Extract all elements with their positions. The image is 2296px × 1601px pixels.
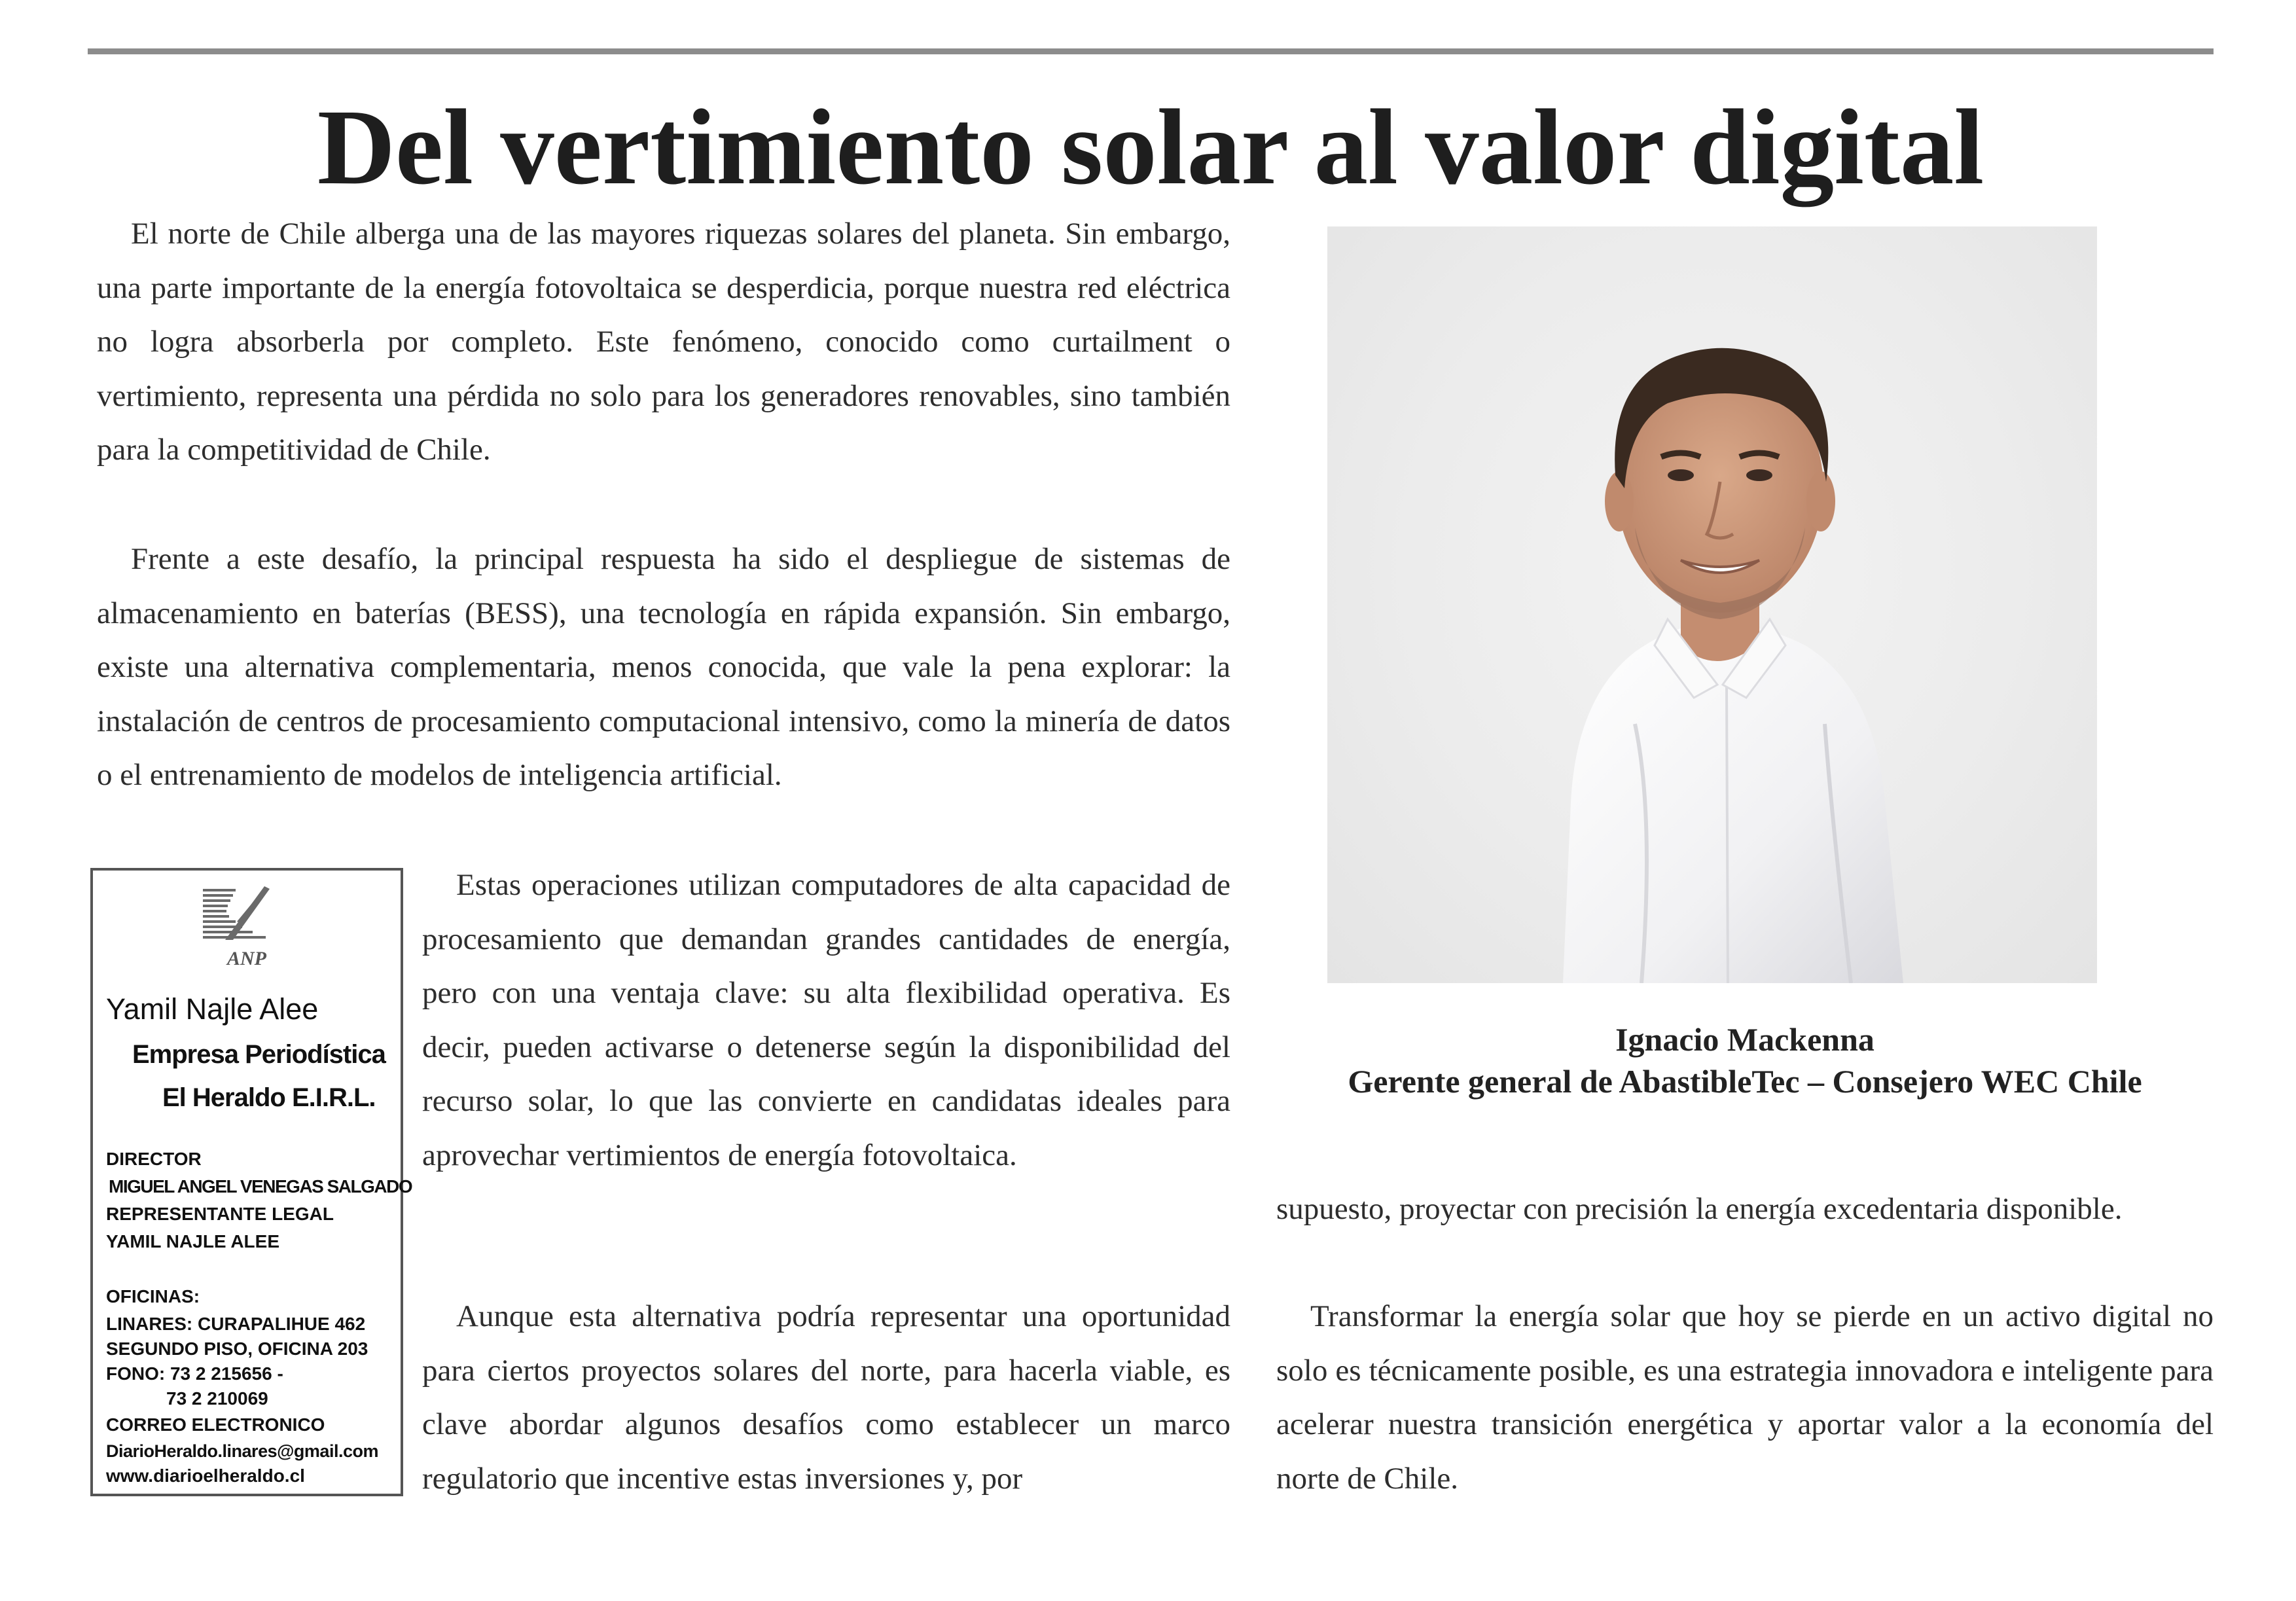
article-paragraph-2: Frente a este desafío, la principal respuesta ha sido el despliegue de sistemas de almacenamiento en baterías (BESS), una tecnología en rápida expansión. Sin embargo, existe una alternativa complementaria, menos conocida, que vale la pena explorar: la instalación de centros de procesamiento computacional intensivo, como la minería de datos o el entrenamiento de modelos de inteligencia artificial. <box>97 542 1230 792</box>
article-paragraph-4: Aunque esta alternativa podría representar una oportunidad para ciertos proyectos solares del norte, para hacerla viable, es clave abordar algunos desafíos como establecer un marco regulatorio que incentive estas inversiones y, por <box>422 1299 1230 1496</box>
photo-caption-role: Gerente general de AbastibleTec – Consejero WEC Chile <box>1348 1063 2142 1100</box>
anp-logo-text: ANP <box>227 948 266 969</box>
director-name: MIGUEL ANGEL VENEGAS SALGADO <box>109 1176 412 1196</box>
office-address-line2: SEGUNDO PISO, OFICINA 203 <box>106 1339 368 1359</box>
masthead-company-line2: El Heraldo E.I.R.L. <box>162 1083 376 1112</box>
phone-line1: FONO: 73 2 215656 - <box>106 1363 283 1384</box>
masthead-owner: Yamil Najle Alee <box>106 992 319 1026</box>
photo-caption-name: Ignacio Mackenna <box>1615 1021 1874 1058</box>
headline: Del vertimiento solar al valor digital <box>317 87 1984 207</box>
author-portrait-illustration <box>1327 226 2097 983</box>
author-photo <box>1327 226 2097 983</box>
office-address-line1: LINARES: CURAPALIHUE 462 <box>106 1314 366 1334</box>
phone-line2: 73 2 210069 <box>166 1388 268 1409</box>
email-label: CORREO ELECTRONICO <box>106 1414 325 1435</box>
top-rule <box>88 48 2214 54</box>
anp-logo-icon <box>199 882 271 948</box>
website: www.diarioelheraldo.cl <box>106 1466 305 1486</box>
article-paragraph-1: El norte de Chile alberga una de las mayores riquezas solares del planeta. Sin embargo, una parte importante de la energía fotovoltaica se desperdicia, porque nuestra red eléctrica no logra absorberla por completo. Este fenómeno, conocido como curtailment o vertimiento, representa una pérdida no solo para los generadores renovables, sino también para la competitividad de Chile. <box>97 217 1230 467</box>
offices-label: OFICINAS: <box>106 1286 200 1306</box>
legal-rep-label: REPRESENTANTE LEGAL <box>106 1204 334 1224</box>
article-paragraph-5: supuesto, proyectar con precisión la energía excedentaria disponible. <box>1276 1192 2123 1226</box>
email-address: DiarioHeraldo.linares@gmail.com <box>106 1441 378 1461</box>
article-paragraph-6: Transformar la energía solar que hoy se pierde en un activo digital no solo es técnicamente posible, es una estrategia innovadora e inteligente para acelerar nuestra transición energética y aportar valor a la economía del norte de Chile. <box>1276 1299 2214 1496</box>
article-paragraph-3: Estas operaciones utilizan computadores de alta capacidad de procesamiento que demandan grandes cantidades de energía, pero con una ventaja clave: su alta flexibilidad operativa. Es decir, pueden activarse o detenerse según la disponibilidad del recurso solar, lo que las convierte en candidatas ideales para aprovechar vertimientos de energía fotovoltaica. <box>422 868 1230 1172</box>
masthead-box <box>90 868 412 1496</box>
director-label: DIRECTOR <box>106 1149 202 1169</box>
legal-rep-name: YAMIL NAJLE ALEE <box>106 1231 280 1251</box>
masthead-company-line1: Empresa Periodística <box>132 1040 386 1069</box>
